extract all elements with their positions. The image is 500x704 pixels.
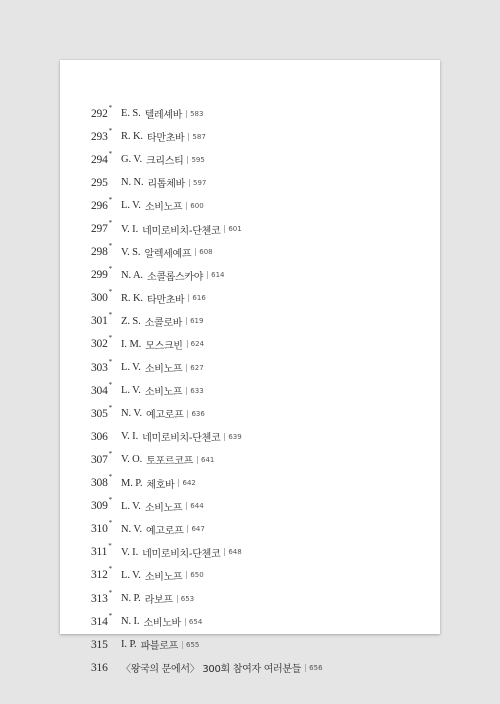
separator-bar bbox=[187, 410, 188, 418]
asterisk-mark: * bbox=[108, 565, 112, 574]
separator-bar bbox=[186, 502, 187, 510]
index-entry bbox=[91, 425, 323, 448]
asterisk-mark: * bbox=[108, 288, 112, 297]
author-initials: N. I. bbox=[121, 616, 140, 628]
page-number: 656 bbox=[309, 663, 323, 672]
author-name: 소콜롭스카야 bbox=[146, 271, 204, 283]
entry-number-text: 313 bbox=[91, 592, 108, 605]
author-name: 소비노프 bbox=[144, 571, 183, 583]
entry-number-text: 295 bbox=[91, 176, 108, 189]
page-number: 619 bbox=[190, 317, 204, 326]
entry-number-text: 302 bbox=[91, 338, 108, 351]
author-name: 〈왕국의 문에서〉 300회 참여자 여러분들 bbox=[121, 664, 302, 676]
index-entry bbox=[91, 148, 323, 171]
separator-bar bbox=[188, 133, 189, 141]
entry-number bbox=[91, 662, 121, 674]
author-name: 소비노바 bbox=[143, 618, 181, 630]
asterisk-mark: * bbox=[108, 126, 112, 135]
entry-number-text: 314 bbox=[91, 615, 108, 628]
entry-number bbox=[91, 219, 121, 236]
entry-number bbox=[91, 403, 121, 420]
page-number: 601 bbox=[228, 225, 242, 234]
index-entry bbox=[91, 287, 323, 310]
asterisk-mark: * bbox=[108, 311, 112, 320]
index-entry bbox=[91, 333, 323, 356]
entry-number-text: 297 bbox=[91, 223, 108, 236]
page-number: 633 bbox=[190, 386, 204, 395]
separator-bar bbox=[182, 641, 183, 649]
entry-number bbox=[91, 519, 121, 536]
asterisk-mark: * bbox=[108, 357, 112, 366]
separator-bar bbox=[224, 225, 225, 233]
page-number: 583 bbox=[190, 109, 204, 118]
author-initials: N. V. bbox=[121, 523, 142, 535]
entry-number bbox=[91, 311, 121, 328]
author-name: 예고로프 bbox=[146, 410, 184, 422]
page-number: 653 bbox=[180, 594, 195, 603]
page-number: 655 bbox=[186, 640, 200, 649]
index-entry bbox=[91, 656, 323, 679]
page-number: 654 bbox=[188, 617, 203, 626]
author-name: 리톱체바 bbox=[147, 179, 185, 191]
separator-bar bbox=[186, 202, 187, 210]
author-initials: L. V. bbox=[121, 500, 141, 512]
author-initials: N. A. bbox=[121, 269, 143, 281]
index-entry bbox=[91, 310, 323, 333]
asterisk-mark: * bbox=[108, 380, 112, 389]
index-entry bbox=[91, 102, 323, 125]
asterisk-mark: * bbox=[108, 103, 112, 112]
entry-number bbox=[91, 380, 121, 397]
separator-bar bbox=[305, 664, 306, 672]
author-initials: V. O. bbox=[121, 454, 143, 466]
entry-number bbox=[91, 496, 121, 513]
author-name: 소콜로바 bbox=[144, 317, 183, 329]
separator-bar bbox=[186, 364, 187, 372]
entry-number-text: 303 bbox=[91, 361, 108, 374]
entry-number bbox=[91, 357, 121, 374]
author-initials: G. V. bbox=[121, 154, 142, 166]
entry-number bbox=[91, 177, 121, 189]
separator-bar bbox=[186, 571, 187, 579]
author-initials: R. K. bbox=[121, 131, 143, 143]
index-entry bbox=[91, 587, 323, 610]
author-name: 예고로프 bbox=[146, 525, 184, 537]
entry-number-text: 296 bbox=[91, 199, 108, 212]
asterisk-mark: * bbox=[108, 265, 112, 274]
entry-number-text: 304 bbox=[91, 384, 108, 397]
entry-number-text: 308 bbox=[91, 477, 108, 490]
separator-bar bbox=[187, 340, 188, 348]
index-entry bbox=[91, 402, 323, 425]
entry-number bbox=[91, 611, 121, 628]
author-name: 알렉세예프 bbox=[144, 248, 192, 260]
page-number: 641 bbox=[201, 455, 215, 464]
author-name: 네미로비치-단첸코 bbox=[142, 433, 221, 445]
entry-number bbox=[91, 265, 121, 282]
author-initials: V. I. bbox=[121, 431, 139, 443]
asterisk-mark: * bbox=[108, 473, 112, 482]
entry-number bbox=[91, 334, 121, 351]
index-entry bbox=[91, 564, 323, 587]
page-number: 648 bbox=[228, 548, 242, 557]
index-entry bbox=[91, 633, 323, 656]
asterisk-mark: * bbox=[108, 496, 112, 505]
separator-bar bbox=[178, 479, 179, 487]
author-initials: Z. S. bbox=[121, 315, 141, 327]
author-initials: N. P. bbox=[121, 593, 141, 605]
separator-bar bbox=[189, 179, 190, 187]
author-name: 네미로비치-단첸코 bbox=[142, 548, 221, 560]
entry-number-text: 310 bbox=[91, 523, 108, 536]
page-number: 650 bbox=[190, 571, 204, 580]
author-name: 체호바 bbox=[146, 479, 175, 491]
asterisk-mark: * bbox=[108, 611, 112, 620]
entry-number bbox=[91, 565, 121, 582]
page-number: 597 bbox=[193, 178, 207, 187]
author-name: 라보프 bbox=[144, 595, 173, 607]
separator-bar bbox=[185, 618, 186, 626]
index-entry bbox=[91, 171, 323, 194]
entry-number bbox=[91, 449, 121, 466]
entry-number-text: 294 bbox=[91, 153, 108, 166]
author-name: 모스크빈 bbox=[145, 340, 183, 352]
author-initials: V. I. bbox=[121, 223, 139, 235]
entry-number-text: 316 bbox=[91, 661, 108, 674]
page-number: 627 bbox=[190, 363, 204, 372]
entry-number-text: 306 bbox=[91, 430, 108, 443]
page-number: 636 bbox=[191, 409, 205, 418]
entry-number-text: 307 bbox=[91, 453, 108, 466]
entry-number-text: 311 bbox=[91, 546, 108, 559]
author-name: 소비노프 bbox=[144, 387, 183, 399]
entry-number-text: 301 bbox=[91, 315, 108, 328]
entry-number bbox=[91, 149, 121, 166]
author-name: 토포르코프 bbox=[146, 456, 193, 468]
entry-number bbox=[91, 288, 121, 305]
entry-number bbox=[91, 242, 121, 259]
index-entry bbox=[91, 217, 323, 240]
page-number: 647 bbox=[191, 525, 205, 534]
author-initials: L. V. bbox=[121, 385, 141, 397]
author-name: 텔레셰바 bbox=[144, 110, 183, 122]
author-initials: R. K. bbox=[121, 292, 143, 304]
entry-number-text: 315 bbox=[91, 638, 108, 651]
author-name: 소비노프 bbox=[144, 364, 183, 376]
page-number: 614 bbox=[211, 271, 225, 280]
author-initials: E. S. bbox=[121, 108, 141, 120]
separator-bar bbox=[187, 156, 188, 164]
index-entry bbox=[91, 194, 323, 217]
asterisk-mark: * bbox=[108, 149, 112, 158]
index-entry bbox=[91, 448, 323, 471]
page-number: 608 bbox=[199, 248, 213, 257]
author-name: 네미로비치-단첸코 bbox=[142, 225, 221, 237]
author-initials: L. V. bbox=[121, 569, 141, 581]
page-number: 587 bbox=[192, 132, 206, 141]
index-entry bbox=[91, 264, 323, 287]
author-initials: V. I. bbox=[121, 546, 139, 558]
entry-number bbox=[91, 473, 121, 490]
author-initials: N. V. bbox=[121, 408, 142, 420]
index-entry bbox=[91, 125, 323, 148]
author-initials: I. P. bbox=[121, 639, 137, 651]
entry-number-text: 300 bbox=[91, 292, 108, 305]
asterisk-mark: * bbox=[108, 542, 112, 551]
separator-bar bbox=[188, 294, 189, 302]
page-number: 595 bbox=[191, 155, 205, 164]
entry-number bbox=[91, 195, 121, 212]
separator-bar bbox=[224, 548, 225, 556]
author-initials: N. N. bbox=[121, 177, 144, 189]
asterisk-mark: * bbox=[108, 242, 112, 251]
page-number: 642 bbox=[182, 479, 196, 488]
entry-number-text: 299 bbox=[91, 269, 108, 282]
author-name: 소비노프 bbox=[144, 502, 183, 514]
letter-index-list bbox=[91, 102, 323, 679]
author-name: 크리스티 bbox=[146, 156, 184, 168]
page-number: 624 bbox=[190, 340, 205, 349]
page-number: 600 bbox=[190, 201, 204, 210]
author-name: 타만초바 bbox=[146, 294, 185, 306]
index-entry bbox=[91, 379, 323, 402]
entry-number bbox=[91, 431, 121, 443]
author-initials: V. S. bbox=[121, 246, 141, 258]
entry-number-text: 298 bbox=[91, 246, 108, 259]
index-entry bbox=[91, 541, 323, 564]
entry-number bbox=[91, 588, 121, 605]
separator-bar bbox=[224, 433, 225, 441]
separator-bar bbox=[186, 387, 187, 395]
separator-bar bbox=[195, 248, 196, 256]
index-entry bbox=[91, 610, 323, 633]
index-entry bbox=[91, 495, 323, 518]
page-number: 639 bbox=[228, 432, 242, 441]
separator-bar bbox=[186, 110, 187, 118]
index-entry bbox=[91, 241, 323, 264]
entry-number-text: 292 bbox=[91, 107, 108, 120]
page-number: 644 bbox=[190, 502, 204, 511]
index-entry bbox=[91, 518, 323, 541]
author-initials: L. V. bbox=[121, 200, 141, 212]
separator-bar bbox=[197, 456, 198, 464]
author-initials: L. V. bbox=[121, 362, 141, 374]
asterisk-mark: * bbox=[108, 449, 112, 458]
entry-number-text: 293 bbox=[91, 130, 108, 143]
asterisk-mark: * bbox=[108, 588, 112, 597]
author-name: 타만초바 bbox=[146, 133, 185, 145]
entry-number-text: 312 bbox=[91, 569, 108, 582]
separator-bar bbox=[207, 271, 208, 279]
entry-number bbox=[91, 542, 121, 559]
page-number: 616 bbox=[192, 294, 206, 303]
separator-bar bbox=[177, 595, 178, 603]
entry-number-text: 309 bbox=[91, 500, 108, 513]
entry-number bbox=[91, 126, 121, 143]
entry-number bbox=[91, 639, 121, 651]
asterisk-mark: * bbox=[108, 519, 112, 528]
author-name: 소비노프 bbox=[144, 202, 183, 214]
entry-number-text: 305 bbox=[91, 407, 108, 420]
asterisk-mark: * bbox=[108, 334, 112, 343]
index-entry bbox=[91, 472, 323, 495]
asterisk-mark: * bbox=[108, 195, 112, 204]
author-initials: M. P. bbox=[121, 477, 143, 489]
entry-number bbox=[91, 103, 121, 120]
asterisk-mark: * bbox=[108, 403, 112, 412]
author-name: 파블로프 bbox=[140, 641, 179, 653]
author-initials: I. M. bbox=[121, 338, 142, 350]
separator-bar bbox=[187, 525, 188, 533]
index-entry bbox=[91, 356, 323, 379]
asterisk-mark: * bbox=[108, 219, 112, 228]
separator-bar bbox=[186, 317, 187, 325]
